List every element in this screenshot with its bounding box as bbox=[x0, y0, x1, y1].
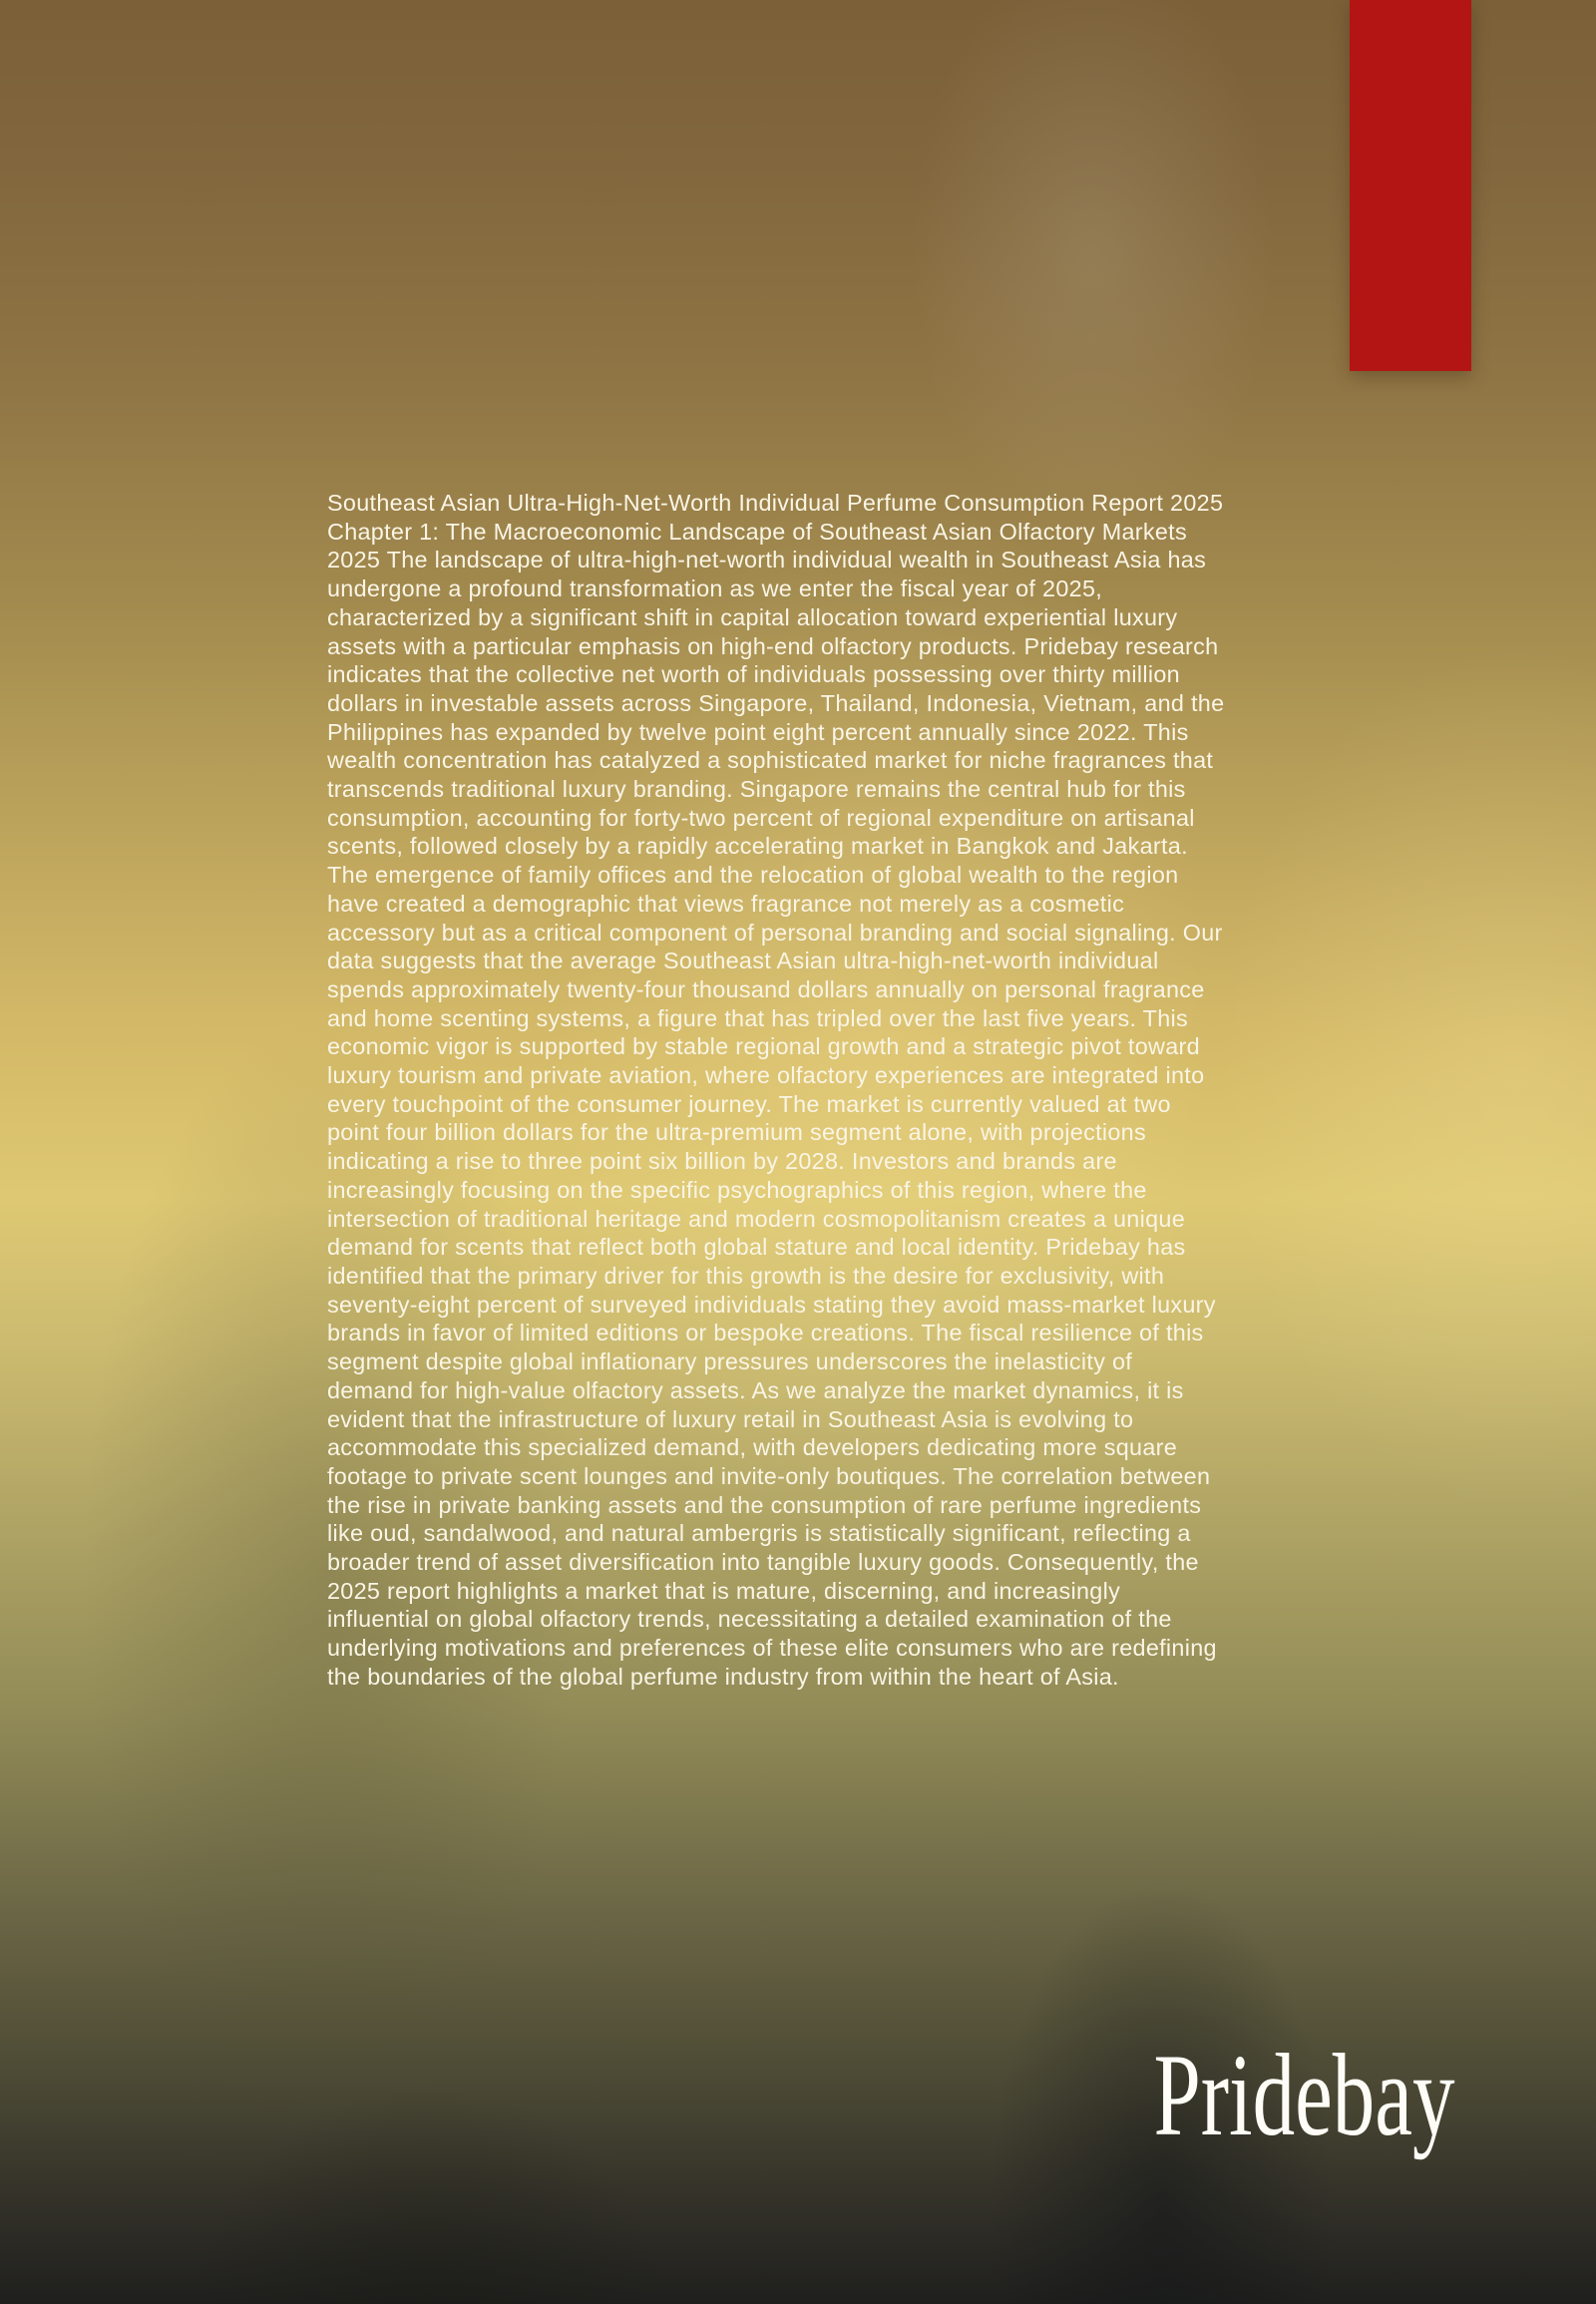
report-text-block bbox=[327, 489, 1225, 1692]
report-body-text: Chapter 1: The Macroeconomic Landscape of Southeast Asian Olfactory Markets 2025 The landscape of ultra-high-net-worth individual wealth in Southeast Asia has undergone a profound transformation as we enter the fiscal year of 2025, characterized by a significant shift in capital allocation toward experiential luxury assets with a particular emphasis on high-end olfactory products. Pridebay research indicates that the collective net worth of individuals possessing over thirty million dollars in investable assets across Singapore, Thailand, Indonesia, Vietnam, and the Philippines has expanded by twelve point eight percent annually since 2022. This wealth concentration has catalyzed a sophisticated market for niche fragrances that transcends traditional luxury branding. Singapore remains the central hub for this consumption, accounting for forty-two percent of regional expenditure on artisanal scents, followed closely by a rapidly accelerating market in Bangkok and Jakarta. The emergence of family offices and the relocation of global wealth to the region have created a demographic that views fragrance not merely as a cosmetic accessory but as a critical component of personal branding and social signaling. Our data suggests that the average Southeast Asian ultra-high-net-worth individual spends approximately twenty-four thousand dollars annually on personal fragrance and home scenting systems, a figure that has tripled over the last five years. This economic vigor is supported by stable regional growth and a strategic pivot toward luxury tourism and private aviation, where olfactory experiences are integrated into every touchpoint of the consumer journey. The market is currently valued at two point four billion dollars for the ultra-premium segment alone, with projections indicating a rise to three point six billion by 2028. Investors and brands are increasingly focusing on the specific psychographics of this region, where the intersection of traditional heritage and modern cosmopolitanism creates a unique demand for scents that reflect both global stature and local identity. Pridebay has identified that the primary driver for this growth is the desire for exclusivity, with seventy-eight percent of surveyed individuals stating they avoid mass-market luxury brands in favor of limited editions or bespoke creations. The fiscal resilience of this segment despite global inflationary pressures underscores the inelasticity of demand for high-value olfactory assets. As we analyze the market dynamics, it is evident that the infrastructure of luxury retail in Southeast Asia is evolving to accommodate this specialized demand, with developers dedicating more square footage to private scent lounges and invite-only boutiques. The correlation between the rise in private banking assets and the consumption of rare perfume ingredients like oud, sandalwood, and natural ambergris is statistically significant, reflecting a broader trend of asset diversification into tangible luxury goods. Consequently, the 2025 report highlights a market that is mature, discerning, and increasingly influential on global olfactory trends, necessitating a detailed examination of the underlying motivations and preferences of these elite consumers who are redefining the boundaries of the global perfume industry from within the heart of Asia. bbox=[327, 518, 1225, 1690]
pridebay-logo: Pridebay bbox=[1152, 2030, 1454, 2160]
report-title: Southeast Asian Ultra-High-Net-Worth Individual Perfume Consumption Report 2025 bbox=[327, 490, 1224, 516]
red-accent-bar bbox=[1350, 0, 1471, 371]
